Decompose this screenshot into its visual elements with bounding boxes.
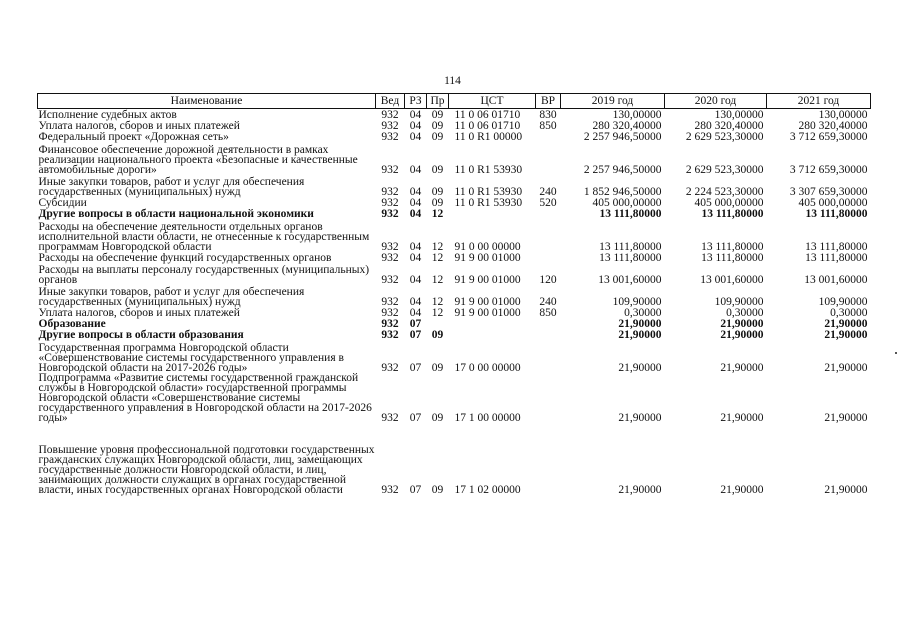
table-row xyxy=(38,307,871,318)
cell-name: Другие вопросы в области образования xyxy=(38,329,244,341)
cell-vr: 240 xyxy=(539,186,557,197)
cell-y2021: 21,90000 xyxy=(824,329,868,340)
cell-rz: 04 xyxy=(409,208,422,219)
table-row xyxy=(38,219,871,252)
cell-name: Повышение уровня профессиональной подготовки государственных гражданских служащих Новгородской области, лиц, замещающих государственные должности Новгородской области, и лиц, занимающих должности служащих в органах государственной власти, иных государственных органах Новгородской области xyxy=(38,444,375,496)
cell-cst: 91 0 00 00000 xyxy=(454,241,521,252)
cell-y2020: 109,90000 xyxy=(714,296,764,307)
cell-rz: 07 xyxy=(409,318,422,329)
table-row xyxy=(38,340,871,373)
table-row xyxy=(38,197,871,208)
cell-y2021: 13 001,60000 xyxy=(804,274,868,285)
cell-ved: 932 xyxy=(381,296,399,307)
cell-cst xyxy=(449,329,536,340)
header-2020: 2020 год xyxy=(665,94,767,109)
cell-y2019: 21,90000 xyxy=(618,318,662,329)
cell-name: Исполнение судебных актов xyxy=(38,109,177,121)
cell-vr xyxy=(536,219,561,252)
header-vr: ВР xyxy=(536,94,561,109)
cell-cst: 11 0 R1 00000 xyxy=(454,131,523,142)
cell-cst: 91 9 00 01000 xyxy=(454,307,521,318)
cell-ved: 932 xyxy=(381,109,399,120)
cell-name: Уплата налогов, сборов и иных платежей xyxy=(38,120,240,132)
cell-y2020: 130,00000 xyxy=(714,109,764,120)
cell-y2020: 21,90000 xyxy=(720,362,764,373)
cell-y2021: 3 712 659,30000 xyxy=(789,164,868,175)
cell-y2020: 13 111,80000 xyxy=(701,241,764,252)
cell-rz: 04 xyxy=(409,109,422,120)
cell-y2020: 2 629 523,30000 xyxy=(685,164,764,175)
cell-y2021: 21,90000 xyxy=(824,362,868,373)
cell-name: Расходы на обеспечение функций государственных органов xyxy=(38,252,332,264)
cell-name: Другие вопросы в области национальной экономики xyxy=(38,208,314,220)
cell-pr: 09 xyxy=(431,164,444,175)
cell-rz: 04 xyxy=(409,252,422,263)
cell-pr xyxy=(427,318,449,329)
cell-name: Расходы на выплаты персоналу государственных (муниципальных) органов xyxy=(38,264,370,286)
cell-rz: 07 xyxy=(409,329,422,340)
table-row xyxy=(38,120,871,131)
cell-y2019: 280 320,40000 xyxy=(592,120,662,131)
cell-ved: 932 xyxy=(381,186,399,197)
cell-cst: 17 1 02 00000 xyxy=(454,484,521,495)
cell-y2021: 109,90000 xyxy=(818,296,868,307)
cell-y2019: 13 001,60000 xyxy=(598,274,662,285)
cell-y2020: 13 111,80000 xyxy=(701,252,764,263)
cell-y2021: 21,90000 xyxy=(824,412,868,423)
cell-name: Подпрограмма «Развитие системы государственной гражданской службы в Новгородской области» государственной программы Новгородской области «Совершенствование системы государственного управления в Новгородской области на 2017-2026 годы» xyxy=(38,372,372,424)
cell-y2021: 405 000,00000 xyxy=(798,197,868,208)
cell-y2020: 280 320,40000 xyxy=(694,120,764,131)
cell-y2019: 2 257 946,50000 xyxy=(583,164,662,175)
cell-rz: 04 xyxy=(409,274,422,285)
cell-ved: 932 xyxy=(381,484,399,495)
cell-y2019: 21,90000 xyxy=(618,412,662,423)
cell-name: Образование xyxy=(38,318,106,330)
cell-ved: 932 xyxy=(381,131,399,142)
cell-pr: 09 xyxy=(431,186,444,197)
cell-cst: 11 0 R1 53930 xyxy=(454,164,523,175)
cell-pr: 09 xyxy=(431,197,444,208)
cell-cst: 91 9 00 01000 xyxy=(454,252,521,263)
cell-cst: 11 0 R1 53930 xyxy=(454,197,523,208)
cell-ved: 932 xyxy=(381,120,399,131)
cell-pr: 12 xyxy=(431,307,444,318)
header-name: Наименование xyxy=(38,94,376,109)
cell-ved: 932 xyxy=(381,412,399,423)
cell-ved: 932 xyxy=(381,362,399,373)
cell-y2021: 3 712 659,30000 xyxy=(789,131,868,142)
cell-y2021: 3 307 659,30000 xyxy=(789,186,868,197)
cell-rz: 04 xyxy=(409,296,422,307)
cell-ved: 932 xyxy=(381,208,399,219)
cell-pr: 09 xyxy=(431,362,444,373)
cell-ved: 932 xyxy=(381,164,399,175)
cell-vr: 120 xyxy=(539,274,557,285)
cell-name: Федеральный проект «Дорожная сеть» xyxy=(38,131,229,143)
cell-vr: 850 xyxy=(539,120,557,131)
cell-pr: 09 xyxy=(431,131,444,142)
cell-y2020: 0,30000 xyxy=(726,307,764,318)
cell-vr xyxy=(536,373,561,423)
cell-y2019: 405 000,00000 xyxy=(592,197,662,208)
table-row xyxy=(38,329,871,340)
cell-pr: 12 xyxy=(431,252,444,263)
header-ved: Вед xyxy=(376,94,405,109)
cell-name: Государственная программа Новгородской области «Совершенствование системы государственного управления в Новгородской области на 2017-2026 годы» xyxy=(38,342,344,374)
table-body xyxy=(38,109,871,496)
cell-y2019: 13 111,80000 xyxy=(599,252,662,263)
cell-ved: 932 xyxy=(381,241,399,252)
cell-y2020: 2 224 523,30000 xyxy=(685,186,764,197)
cell-vr: 850 xyxy=(539,307,557,318)
cell-rz: 04 xyxy=(409,131,422,142)
cell-cst xyxy=(449,208,536,219)
cell-y2019: 13 111,80000 xyxy=(599,241,662,252)
header-cst: ЦСТ xyxy=(449,94,536,109)
cell-cst: 11 0 06 01710 xyxy=(454,109,521,120)
cell-name: Уплата налогов, сборов и иных платежей xyxy=(38,307,240,319)
cell-cst: 17 0 00 00000 xyxy=(454,362,521,373)
cell-y2020: 405 000,00000 xyxy=(694,197,764,208)
cell-cst: 11 0 06 01710 xyxy=(454,120,521,131)
cell-y2021: 13 111,80000 xyxy=(805,208,868,219)
table-row xyxy=(38,318,871,329)
cell-y2020: 2 629 523,30000 xyxy=(685,131,764,142)
cell-cst: 91 9 00 01000 xyxy=(454,296,521,307)
table-row xyxy=(38,131,871,142)
cell-vr xyxy=(536,340,561,373)
cell-cst: 11 0 R1 53930 xyxy=(454,186,523,197)
cell-rz: 04 xyxy=(409,164,422,175)
cell-ved: 932 xyxy=(381,274,399,285)
table-row xyxy=(38,252,871,263)
cell-ved: 932 xyxy=(381,318,399,329)
table-row xyxy=(38,373,871,423)
cell-rz: 07 xyxy=(409,412,422,423)
cell-pr: 12 xyxy=(431,208,444,219)
cell-y2020: 21,90000 xyxy=(720,318,764,329)
header-2019: 2019 год xyxy=(561,94,665,109)
table-row xyxy=(38,423,871,495)
cell-y2020: 21,90000 xyxy=(720,412,764,423)
cell-vr: 830 xyxy=(539,109,557,120)
cell-vr xyxy=(536,329,561,340)
cell-cst: 91 9 00 01000 xyxy=(454,274,521,285)
cell-rz: 04 xyxy=(409,197,422,208)
cell-name: Финансовое обеспечение дорожной деятельности в рамках реализации национального проекта «Безопасные и качественные автомобильные дороги» xyxy=(38,144,358,176)
cell-y2019: 21,90000 xyxy=(618,362,662,373)
cell-cst: 17 1 00 00000 xyxy=(454,412,521,423)
table-header-row xyxy=(38,94,871,109)
cell-cst xyxy=(449,318,536,329)
cell-vr: 240 xyxy=(539,296,557,307)
cell-ved: 932 xyxy=(381,197,399,208)
header-rz: РЗ xyxy=(405,94,427,109)
cell-y2019: 13 111,80000 xyxy=(599,208,662,219)
cell-vr: 520 xyxy=(539,197,557,208)
cell-y2021: 13 111,80000 xyxy=(805,252,868,263)
cell-y2021: 21,90000 xyxy=(824,318,868,329)
cell-vr xyxy=(536,208,561,219)
cell-vr xyxy=(536,318,561,329)
cell-vr xyxy=(536,423,561,495)
cell-y2020: 21,90000 xyxy=(720,484,764,495)
header-2021: 2021 год xyxy=(767,94,871,109)
cell-pr: 12 xyxy=(431,241,444,252)
page-number: 114 xyxy=(444,75,461,87)
table-row xyxy=(38,175,871,197)
cell-name: Расходы на обеспечение деятельности отдельных органов исполнительной власти области, не отнесенные к государственным программам Новгородской области xyxy=(38,221,370,253)
cell-y2019: 2 257 946,50000 xyxy=(583,131,662,142)
table-row xyxy=(38,263,871,285)
cell-y2019: 130,00000 xyxy=(612,109,662,120)
cell-name: Субсидии xyxy=(38,197,87,209)
budget-table xyxy=(37,93,871,495)
cell-rz: 07 xyxy=(409,484,422,495)
header-pr: Пр xyxy=(427,94,449,109)
cell-pr: 09 xyxy=(431,109,444,120)
cell-y2021: 130,00000 xyxy=(818,109,868,120)
cell-ved: 932 xyxy=(381,252,399,263)
cell-y2021: 0,30000 xyxy=(830,307,868,318)
cell-y2021: 280 320,40000 xyxy=(798,120,868,131)
cell-pr: 09 xyxy=(431,412,444,423)
cell-rz: 04 xyxy=(409,241,422,252)
cell-vr xyxy=(536,142,561,175)
cell-pr: 09 xyxy=(431,484,444,495)
cell-y2021: 13 111,80000 xyxy=(805,241,868,252)
cell-rz: 04 xyxy=(409,186,422,197)
table-row xyxy=(38,208,871,219)
cell-rz: 04 xyxy=(409,307,422,318)
table-row xyxy=(38,285,871,307)
cell-pr: 09 xyxy=(431,329,444,340)
cell-vr xyxy=(536,131,561,142)
cell-y2020: 21,90000 xyxy=(720,329,764,340)
cell-name: Иные закупки товаров, работ и услуг для обеспечения государственных (муниципальных) нужд xyxy=(38,286,305,308)
cell-y2019: 21,90000 xyxy=(618,484,662,495)
cell-y2019: 1 852 946,50000 xyxy=(583,186,662,197)
cell-pr: 09 xyxy=(431,120,444,131)
cell-y2019: 21,90000 xyxy=(618,329,662,340)
scan-mark xyxy=(895,352,897,354)
table-row xyxy=(38,109,871,121)
table-row xyxy=(38,142,871,175)
cell-y2021: 21,90000 xyxy=(824,484,868,495)
cell-y2019: 109,90000 xyxy=(612,296,662,307)
cell-ved: 932 xyxy=(381,329,399,340)
cell-y2019: 0,30000 xyxy=(624,307,662,318)
cell-rz: 07 xyxy=(409,362,422,373)
cell-ved: 932 xyxy=(381,307,399,318)
cell-pr: 12 xyxy=(431,296,444,307)
cell-name: Иные закупки товаров, работ и услуг для обеспечения государственных (муниципальных) нужд xyxy=(38,176,305,198)
cell-rz: 04 xyxy=(409,120,422,131)
cell-pr: 12 xyxy=(431,274,444,285)
cell-y2020: 13 111,80000 xyxy=(701,208,764,219)
cell-y2020: 13 001,60000 xyxy=(700,274,764,285)
cell-vr xyxy=(536,252,561,263)
